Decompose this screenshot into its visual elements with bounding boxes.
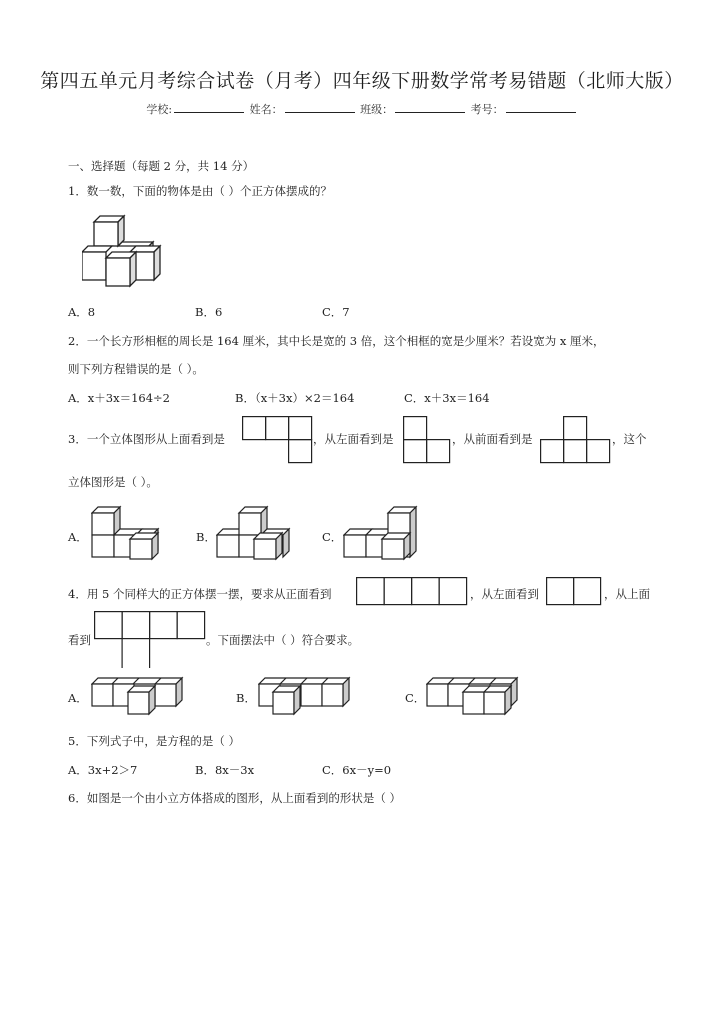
question-text: 数一数，下面的物体是由（ ）个正方体摆成的？ — [86, 184, 332, 198]
question-3-part-d: ，这个 — [612, 432, 647, 446]
question-number: 4． — [68, 587, 87, 601]
q4-left-view — [546, 577, 602, 607]
question-4-part-d: 看到 — [68, 633, 91, 647]
name-label: 姓名： — [249, 103, 283, 116]
q3-option-c-figure[interactable] — [343, 505, 419, 561]
question-6 — [68, 790, 401, 806]
question-text: 一个立体图形从上面看到是 — [86, 432, 225, 446]
question-2-line2: 则下列方程错误的是（ ）。 — [68, 362, 204, 376]
q3-option-a[interactable]: A． — [68, 530, 88, 544]
question-number: 1． — [68, 184, 87, 198]
question-1 — [68, 183, 332, 199]
question-text: 用 5 个同样大的正方体摆一摆，要求从正面看到 — [86, 587, 332, 601]
q2-option-c[interactable]: C．x＋3x＝164 — [404, 391, 490, 405]
q4-option-c[interactable]: C． — [405, 691, 426, 705]
question-5 — [68, 733, 240, 749]
q2-option-b[interactable]: B．（x＋3x）×2＝164 — [235, 391, 355, 405]
q3-option-b[interactable]: B． — [196, 530, 216, 544]
question-4-part-a — [68, 586, 331, 602]
question-3-line2: 立体图形是（ ）。 — [68, 475, 158, 489]
q1-option-c[interactable]: C．7 — [322, 305, 350, 319]
question-text: 下列式子中，是方程的是（ ） — [86, 734, 240, 748]
q1-option-a[interactable]: A．8 — [68, 305, 96, 319]
question-4-part-e: 。下面摆法中（ ）符合要求。 — [206, 633, 360, 647]
name-field[interactable] — [285, 101, 355, 113]
question-number: 3． — [68, 432, 87, 446]
question-4-part-b: ，从左面看到 — [470, 587, 539, 601]
q3-left-view — [403, 416, 453, 464]
question-text: 如图是一个由小立方体搭成的图形，从上面看到的形状是（ ） — [86, 791, 401, 805]
question-text: 一个长方形相框的周长是 164 厘米，其中长是宽的 3 倍，这个相框的宽是少厘米？若设宽为 x 厘米， — [86, 334, 605, 348]
q3-top-view — [242, 416, 314, 464]
question-number: 5． — [68, 734, 87, 748]
q4-option-a-figure[interactable] — [91, 676, 187, 716]
question-number: 2． — [68, 334, 87, 348]
question-4-part-c: ，从上面 — [604, 587, 650, 601]
school-field[interactable] — [174, 101, 244, 113]
q4-option-b-figure[interactable] — [258, 676, 354, 716]
q4-option-b[interactable]: B． — [236, 691, 256, 705]
q3-option-b-figure[interactable] — [216, 505, 292, 561]
q3-option-c[interactable]: C． — [322, 530, 343, 544]
q1-option-b[interactable]: B．6 — [195, 305, 223, 319]
q5-option-b[interactable]: B．8x－3x — [195, 763, 255, 777]
q5-option-a[interactable]: A．3x+2＞7 — [68, 763, 138, 777]
class-field[interactable] — [395, 101, 465, 113]
question-3-part-a — [68, 431, 225, 447]
q3-front-view — [540, 416, 612, 464]
exam-number-field[interactable] — [506, 101, 576, 113]
q2-option-a[interactable]: A．x＋3x＝164÷2 — [68, 391, 170, 405]
q4-option-c-figure[interactable] — [426, 676, 522, 716]
q5-option-c[interactable]: C．6x－y=0 — [322, 763, 392, 777]
school-label: 学校: — [146, 103, 173, 116]
q4-top-view — [94, 611, 206, 669]
exam-number-label: 考号： — [470, 103, 504, 116]
class-label: 班级： — [360, 103, 394, 116]
q4-front-view — [356, 577, 468, 607]
q3-option-a-figure[interactable] — [91, 505, 163, 561]
question-3-part-b: ，从左面看到是 — [313, 432, 394, 446]
q1-cube-figure — [82, 214, 182, 290]
q4-option-a[interactable]: A． — [68, 691, 88, 705]
student-info-line — [0, 101, 724, 117]
question-2-line1 — [68, 333, 605, 349]
page-title: 第四五单元月考综合试卷（月考）四年级下册数学常考易错题（北师大版） — [40, 70, 684, 92]
section-heading: 一、选择题（每题 2 分，共 14 分） — [68, 159, 255, 173]
question-number: 6． — [68, 791, 87, 805]
question-3-part-c: ，从前面看到是 — [452, 432, 533, 446]
